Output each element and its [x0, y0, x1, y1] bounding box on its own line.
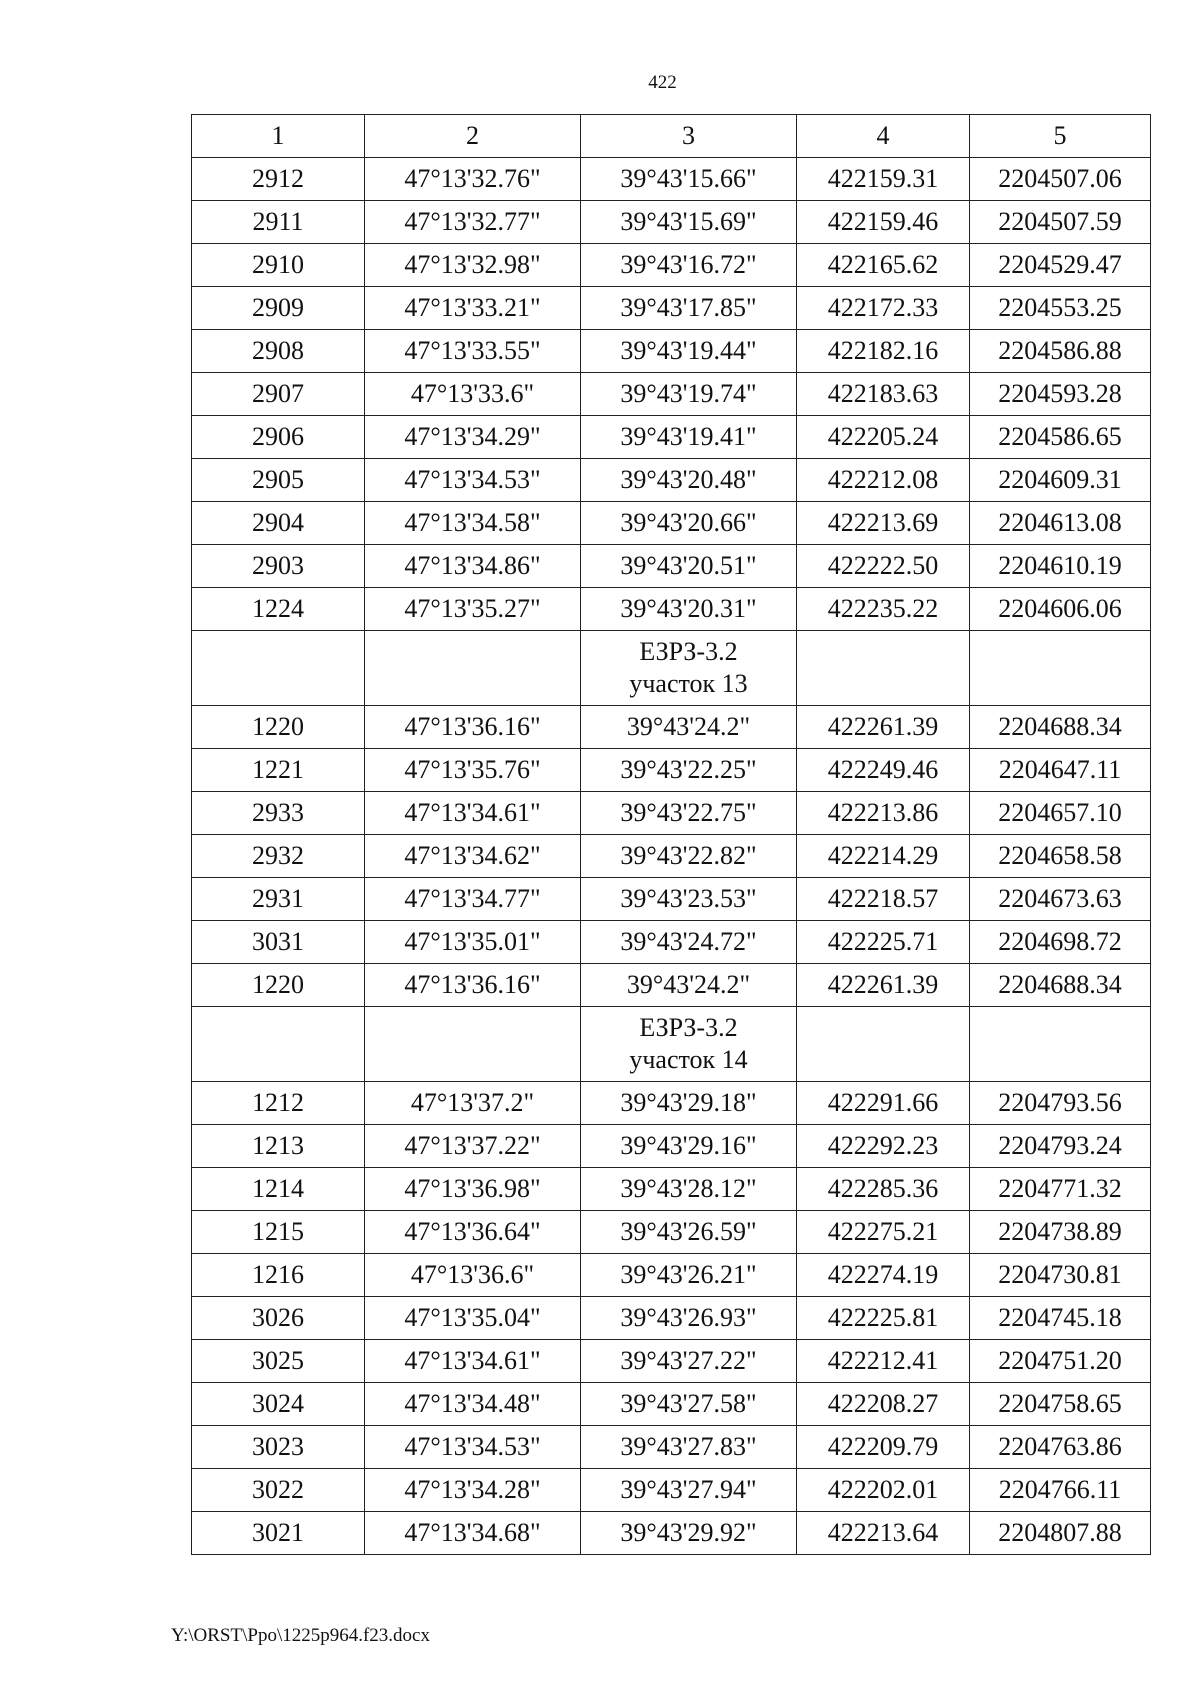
point-number-cell: 2904 [192, 502, 365, 545]
point-number-cell: 1215 [192, 1211, 365, 1254]
latitude-cell: 47°13'34.28" [365, 1469, 581, 1512]
point-number-cell: 3023 [192, 1426, 365, 1469]
longitude-cell: 39°43'26.21" [581, 1254, 797, 1297]
x-coordinate-cell: 422212.08 [797, 459, 970, 502]
table-row [192, 1512, 1151, 1555]
column-header: 4 [797, 115, 970, 158]
column-header: 5 [970, 115, 1151, 158]
y-coordinate-cell: 2204771.32 [970, 1168, 1151, 1211]
zone-code: ЕЗРЗ-3.2 [639, 1013, 738, 1042]
y-coordinate-cell: 2204609.31 [970, 459, 1151, 502]
table-row [192, 373, 1151, 416]
longitude-cell: 39°43'15.69" [581, 201, 797, 244]
latitude-cell: 47°13'34.61" [365, 792, 581, 835]
table-row [192, 1426, 1151, 1469]
longitude-cell: 39°43'20.48" [581, 459, 797, 502]
table-row [192, 1469, 1151, 1512]
y-coordinate-cell: 2204657.10 [970, 792, 1151, 835]
longitude-cell: 39°43'23.53" [581, 878, 797, 921]
point-number-cell: 1214 [192, 1168, 365, 1211]
x-coordinate-cell: 422222.50 [797, 545, 970, 588]
table-row [192, 588, 1151, 631]
x-coordinate-cell: 422213.64 [797, 1512, 970, 1555]
latitude-cell: 47°13'35.76" [365, 749, 581, 792]
latitude-cell: 47°13'34.68" [365, 1512, 581, 1555]
x-coordinate-cell: 422225.81 [797, 1297, 970, 1340]
longitude-cell: 39°43'27.94" [581, 1469, 797, 1512]
latitude-cell: 47°13'34.29" [365, 416, 581, 459]
x-coordinate-cell: 422208.27 [797, 1383, 970, 1426]
longitude-cell: 39°43'19.74" [581, 373, 797, 416]
x-coordinate-cell: 422274.19 [797, 1254, 970, 1297]
table-row [192, 1383, 1151, 1426]
table-row [192, 1168, 1151, 1211]
x-coordinate-cell: 422218.57 [797, 878, 970, 921]
column-header: 1 [192, 115, 365, 158]
latitude-cell: 47°13'37.22" [365, 1125, 581, 1168]
table-header-row [192, 115, 1151, 158]
x-coordinate-cell: 422165.62 [797, 244, 970, 287]
latitude-cell: 47°13'33.6" [365, 373, 581, 416]
longitude-cell: 39°43'20.31" [581, 588, 797, 631]
point-number-cell: 1221 [192, 749, 365, 792]
table-row [192, 792, 1151, 835]
empty-cell [970, 631, 1151, 706]
empty-cell [365, 631, 581, 706]
latitude-cell: 47°13'35.04" [365, 1297, 581, 1340]
y-coordinate-cell: 2204745.18 [970, 1297, 1151, 1340]
longitude-cell: 39°43'20.51" [581, 545, 797, 588]
y-coordinate-cell: 2204586.65 [970, 416, 1151, 459]
latitude-cell: 47°13'32.77" [365, 201, 581, 244]
latitude-cell: 47°13'34.48" [365, 1383, 581, 1426]
latitude-cell: 47°13'32.98" [365, 244, 581, 287]
longitude-cell: 39°43'22.25" [581, 749, 797, 792]
point-number-cell: 2910 [192, 244, 365, 287]
point-number-cell: 3031 [192, 921, 365, 964]
point-number-cell: 2933 [192, 792, 365, 835]
x-coordinate-cell: 422205.24 [797, 416, 970, 459]
point-number-cell: 2903 [192, 545, 365, 588]
latitude-cell: 47°13'34.53" [365, 1426, 581, 1469]
longitude-cell: 39°43'17.85" [581, 287, 797, 330]
zone-code: ЕЗРЗ-3.2 [639, 637, 738, 666]
x-coordinate-cell: 422214.29 [797, 835, 970, 878]
y-coordinate-cell: 2204758.65 [970, 1383, 1151, 1426]
y-coordinate-cell: 2204507.06 [970, 158, 1151, 201]
longitude-cell: 39°43'19.44" [581, 330, 797, 373]
point-number-cell: 1220 [192, 706, 365, 749]
x-coordinate-cell: 422213.69 [797, 502, 970, 545]
x-coordinate-cell: 422182.16 [797, 330, 970, 373]
empty-cell [797, 1007, 970, 1082]
y-coordinate-cell: 2204688.34 [970, 964, 1151, 1007]
point-number-cell: 3022 [192, 1469, 365, 1512]
x-coordinate-cell: 422261.39 [797, 706, 970, 749]
y-coordinate-cell: 2204793.56 [970, 1082, 1151, 1125]
latitude-cell: 47°13'35.01" [365, 921, 581, 964]
point-number-cell: 1212 [192, 1082, 365, 1125]
latitude-cell: 47°13'36.16" [365, 706, 581, 749]
longitude-cell: 39°43'27.83" [581, 1426, 797, 1469]
y-coordinate-cell: 2204658.58 [970, 835, 1151, 878]
point-number-cell: 1224 [192, 588, 365, 631]
x-coordinate-cell: 422183.63 [797, 373, 970, 416]
point-number-cell: 2931 [192, 878, 365, 921]
table-row [192, 1125, 1151, 1168]
longitude-cell: 39°43'29.16" [581, 1125, 797, 1168]
y-coordinate-cell: 2204738.89 [970, 1211, 1151, 1254]
x-coordinate-cell: 422213.86 [797, 792, 970, 835]
latitude-cell: 47°13'35.27" [365, 588, 581, 631]
point-number-cell: 1216 [192, 1254, 365, 1297]
point-number-cell: 2912 [192, 158, 365, 201]
table-row [192, 287, 1151, 330]
y-coordinate-cell: 2204553.25 [970, 287, 1151, 330]
latitude-cell: 47°13'36.6" [365, 1254, 581, 1297]
empty-cell [192, 631, 365, 706]
latitude-cell: 47°13'36.98" [365, 1168, 581, 1211]
point-number-cell: 3021 [192, 1512, 365, 1555]
table-row [192, 964, 1151, 1007]
y-coordinate-cell: 2204613.08 [970, 502, 1151, 545]
x-coordinate-cell: 422249.46 [797, 749, 970, 792]
x-coordinate-cell: 422172.33 [797, 287, 970, 330]
longitude-cell: 39°43'28.12" [581, 1168, 797, 1211]
longitude-cell: 39°43'26.93" [581, 1297, 797, 1340]
y-coordinate-cell: 2204673.63 [970, 878, 1151, 921]
y-coordinate-cell: 2204593.28 [970, 373, 1151, 416]
table-row [192, 878, 1151, 921]
latitude-cell: 47°13'34.86" [365, 545, 581, 588]
longitude-cell: 39°43'29.92" [581, 1512, 797, 1555]
table-row [192, 158, 1151, 201]
latitude-cell: 47°13'34.62" [365, 835, 581, 878]
coordinates-table [191, 114, 1151, 1555]
section-header-row [192, 1007, 1151, 1082]
table-row [192, 201, 1151, 244]
point-number-cell: 2906 [192, 416, 365, 459]
point-number-cell: 2905 [192, 459, 365, 502]
table-row [192, 545, 1151, 588]
longitude-cell: 39°43'15.66" [581, 158, 797, 201]
longitude-cell: 39°43'22.75" [581, 792, 797, 835]
longitude-cell: 39°43'29.18" [581, 1082, 797, 1125]
latitude-cell: 47°13'36.64" [365, 1211, 581, 1254]
section-header-row [192, 631, 1151, 706]
y-coordinate-cell: 2204730.81 [970, 1254, 1151, 1297]
latitude-cell: 47°13'32.76" [365, 158, 581, 201]
point-number-cell: 1220 [192, 964, 365, 1007]
empty-cell [970, 1007, 1151, 1082]
section-title-cell [581, 631, 797, 706]
y-coordinate-cell: 2204507.59 [970, 201, 1151, 244]
longitude-cell: 39°43'24.2" [581, 706, 797, 749]
table-row [192, 1211, 1151, 1254]
table-row [192, 749, 1151, 792]
longitude-cell: 39°43'20.66" [581, 502, 797, 545]
longitude-cell: 39°43'26.59" [581, 1211, 797, 1254]
point-number-cell: 2909 [192, 287, 365, 330]
table-row [192, 835, 1151, 878]
x-coordinate-cell: 422285.36 [797, 1168, 970, 1211]
longitude-cell: 39°43'19.41" [581, 416, 797, 459]
section-title-cell [581, 1007, 797, 1082]
y-coordinate-cell: 2204647.11 [970, 749, 1151, 792]
y-coordinate-cell: 2204763.86 [970, 1426, 1151, 1469]
latitude-cell: 47°13'34.53" [365, 459, 581, 502]
latitude-cell: 47°13'36.16" [365, 964, 581, 1007]
plot-label: участок 13 [629, 669, 748, 698]
y-coordinate-cell: 2204793.24 [970, 1125, 1151, 1168]
empty-cell [192, 1007, 365, 1082]
y-coordinate-cell: 2204606.06 [970, 588, 1151, 631]
table-row [192, 330, 1151, 373]
point-number-cell: 2908 [192, 330, 365, 373]
y-coordinate-cell: 2204751.20 [970, 1340, 1151, 1383]
latitude-cell: 47°13'34.77" [365, 878, 581, 921]
x-coordinate-cell: 422261.39 [797, 964, 970, 1007]
x-coordinate-cell: 422291.66 [797, 1082, 970, 1125]
latitude-cell: 47°13'33.21" [365, 287, 581, 330]
x-coordinate-cell: 422209.79 [797, 1426, 970, 1469]
x-coordinate-cell: 422212.41 [797, 1340, 970, 1383]
point-number-cell: 2911 [192, 201, 365, 244]
y-coordinate-cell: 2204586.88 [970, 330, 1151, 373]
longitude-cell: 39°43'24.2" [581, 964, 797, 1007]
y-coordinate-cell: 2204688.34 [970, 706, 1151, 749]
point-number-cell: 3026 [192, 1297, 365, 1340]
x-coordinate-cell: 422292.23 [797, 1125, 970, 1168]
latitude-cell: 47°13'34.58" [365, 502, 581, 545]
longitude-cell: 39°43'24.72" [581, 921, 797, 964]
table-row [192, 1082, 1151, 1125]
table-row [192, 416, 1151, 459]
point-number-cell: 3024 [192, 1383, 365, 1426]
table-row [192, 706, 1151, 749]
longitude-cell: 39°43'27.22" [581, 1340, 797, 1383]
point-number-cell: 2932 [192, 835, 365, 878]
table-row [192, 1297, 1151, 1340]
x-coordinate-cell: 422202.01 [797, 1469, 970, 1512]
empty-cell [797, 631, 970, 706]
y-coordinate-cell: 2204766.11 [970, 1469, 1151, 1512]
plot-label: участок 14 [629, 1045, 748, 1074]
point-number-cell: 1213 [192, 1125, 365, 1168]
longitude-cell: 39°43'22.82" [581, 835, 797, 878]
empty-cell [365, 1007, 581, 1082]
page-number: 422 [648, 72, 677, 93]
x-coordinate-cell: 422159.31 [797, 158, 970, 201]
point-number-cell: 2907 [192, 373, 365, 416]
x-coordinate-cell: 422225.71 [797, 921, 970, 964]
y-coordinate-cell: 2204610.19 [970, 545, 1151, 588]
table-row [192, 502, 1151, 545]
latitude-cell: 47°13'34.61" [365, 1340, 581, 1383]
table-row [192, 921, 1151, 964]
y-coordinate-cell: 2204807.88 [970, 1512, 1151, 1555]
x-coordinate-cell: 422159.46 [797, 201, 970, 244]
table-row [192, 1254, 1151, 1297]
column-header: 2 [365, 115, 581, 158]
longitude-cell: 39°43'27.58" [581, 1383, 797, 1426]
column-header: 3 [581, 115, 797, 158]
x-coordinate-cell: 422235.22 [797, 588, 970, 631]
y-coordinate-cell: 2204529.47 [970, 244, 1151, 287]
table-row [192, 244, 1151, 287]
latitude-cell: 47°13'37.2" [365, 1082, 581, 1125]
y-coordinate-cell: 2204698.72 [970, 921, 1151, 964]
table-row [192, 1340, 1151, 1383]
x-coordinate-cell: 422275.21 [797, 1211, 970, 1254]
point-number-cell: 3025 [192, 1340, 365, 1383]
table-row [192, 459, 1151, 502]
longitude-cell: 39°43'16.72" [581, 244, 797, 287]
footer-file-path: Y:\ORST\Ppo\1225p964.f23.docx [171, 1625, 430, 1646]
latitude-cell: 47°13'33.55" [365, 330, 581, 373]
